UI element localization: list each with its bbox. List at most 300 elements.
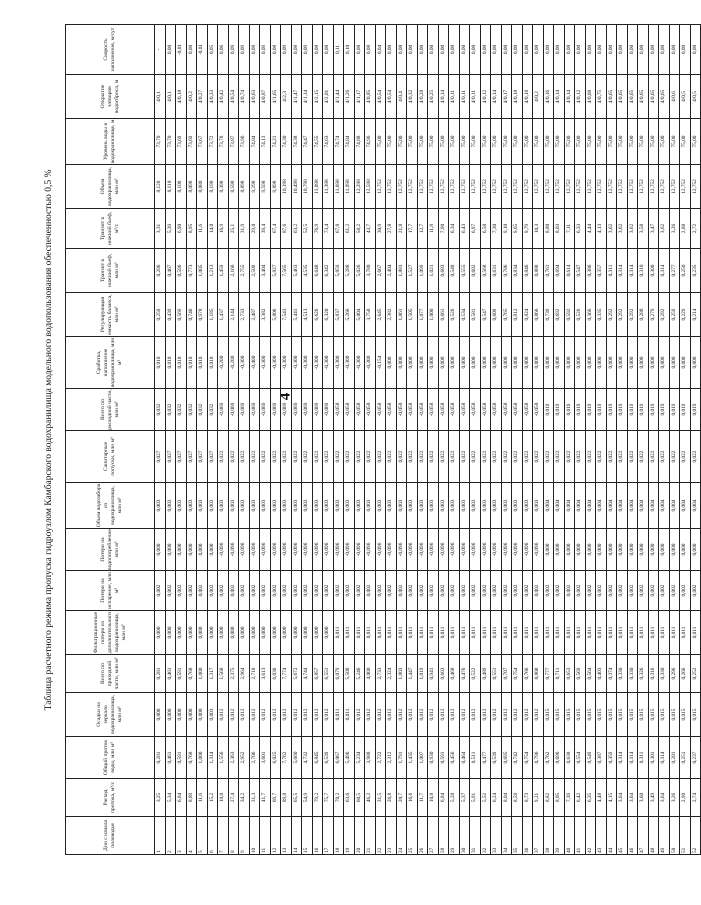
- table-cell: -0,058: [470, 389, 481, 431]
- table-cell: 4/0,2: [533, 75, 544, 119]
- table-cell: 3,780: [365, 249, 376, 293]
- table-cell: 75,00: [627, 119, 638, 165]
- table-cell: 0,011: [386, 611, 397, 655]
- table-cell: 73,96: [239, 119, 250, 165]
- table-body: [155, 25, 701, 855]
- table-cell: 0,011: [669, 611, 680, 655]
- table-cell: 30: [459, 817, 470, 855]
- table-cell: 0,032: [186, 389, 197, 431]
- column-header: Расход притока, м³/с: [66, 779, 155, 817]
- table-cell: 0,00: [596, 25, 607, 75]
- table-cell: 75,00: [417, 119, 428, 165]
- table-cell: 0,002: [207, 571, 218, 611]
- table-row: [165, 25, 176, 855]
- table-cell: 75,00: [522, 119, 533, 165]
- table-cell: 32: [480, 817, 491, 855]
- table-cell: 0,310: [638, 249, 649, 293]
- column-header: Объем водохранилища, млн м³: [66, 165, 155, 209]
- table-cell: 0,762: [543, 737, 554, 779]
- table-cell: 3,26: [669, 779, 680, 817]
- table-cell: 0,292: [606, 293, 617, 337]
- table-cell: -0,096: [333, 529, 344, 571]
- table-cell: -0,096: [354, 529, 365, 571]
- table-cell: -0,058: [375, 389, 386, 431]
- table-row: [491, 25, 502, 855]
- table-row: [648, 25, 659, 855]
- table-cell: 4/0,17: [501, 75, 512, 119]
- table-cell: 12,752: [585, 165, 596, 209]
- table-cell: 5,234: [354, 737, 365, 779]
- table-cell: 0,022: [260, 431, 271, 483]
- table-cell: 0,015: [659, 693, 670, 737]
- table-cell: 73,69: [186, 119, 197, 165]
- table-row: [176, 25, 187, 855]
- table-cell: 0,002: [354, 571, 365, 611]
- table-cell: 4/1,26: [344, 75, 355, 119]
- table-cell: -0,096: [302, 529, 313, 571]
- table-cell: 0,000: [165, 611, 176, 655]
- table-row: [417, 25, 428, 855]
- table-cell: 0,000: [522, 337, 533, 389]
- table-cell: 0,003: [491, 483, 502, 529]
- table-cell: 0,003: [459, 483, 470, 529]
- table-cell: 0,000: [197, 529, 208, 571]
- table-cell: 75,00: [459, 119, 470, 165]
- table-cell: 0,022: [438, 431, 449, 483]
- table-cell: 0,000: [165, 693, 176, 737]
- table-cell: 0,011: [564, 611, 575, 655]
- table-cell: 0,002: [228, 571, 239, 611]
- table-cell: 11: [260, 817, 271, 855]
- table-cell: 4/0,14: [564, 75, 575, 119]
- table-cell: -0,058: [501, 389, 512, 431]
- table-cell: 0,386: [585, 249, 596, 293]
- table-cell: 0,292: [617, 293, 628, 337]
- table-cell: -0,058: [512, 389, 523, 431]
- table-cell: 0,000: [617, 337, 628, 389]
- table-cell: 0,10: [344, 25, 355, 75]
- table-cell: 0,00: [428, 25, 439, 75]
- table-cell: 0,06: [218, 25, 229, 75]
- table-cell: 0,004: [554, 483, 565, 529]
- table-cell: 0,279: [648, 293, 659, 337]
- table-cell: 0,011: [543, 611, 554, 655]
- table-cell: -0,058: [428, 389, 439, 431]
- table-cell: 6,84: [438, 779, 449, 817]
- table-row: [680, 25, 691, 855]
- table-cell: 4/0,14: [491, 75, 502, 119]
- table-cell: 0,467: [165, 249, 176, 293]
- table-cell: 0,011: [680, 611, 691, 655]
- table-cell: 0,00: [417, 25, 428, 75]
- table-cell: 0,08: [249, 25, 260, 75]
- table-cell: 0,09: [302, 25, 313, 75]
- table-cell: 12,752: [449, 165, 460, 209]
- table-cell: 27: [428, 817, 439, 855]
- table-cell: -0,096: [407, 529, 418, 571]
- table-cell: 0,002: [606, 571, 617, 611]
- table-cell: 0,000: [438, 337, 449, 389]
- table-cell: 0,000: [417, 337, 428, 389]
- table-cell: 0,002: [575, 571, 586, 611]
- table-cell: 16,9: [218, 209, 229, 249]
- table-cell: 3,382: [260, 293, 271, 337]
- table-cell: 73,70: [155, 119, 166, 165]
- table-cell: 8,098: [186, 165, 197, 209]
- table-cell: 0,015: [585, 693, 596, 737]
- table-cell: 0,012: [386, 693, 397, 737]
- table-cell: 4,44: [585, 209, 596, 249]
- table-cell: 12,752: [512, 165, 523, 209]
- table-cell: 34: [501, 817, 512, 855]
- table-cell: 0,000: [386, 337, 397, 389]
- table-cell: 0,602: [470, 249, 481, 293]
- table-cell: -0,096: [375, 529, 386, 571]
- table-cell: 41,7: [260, 779, 271, 817]
- table-cell: 0,022: [480, 431, 491, 483]
- table-cell: -0,096: [417, 529, 428, 571]
- table-cell: -0,096: [396, 529, 407, 571]
- table-cell: 0,012: [407, 693, 418, 737]
- table-cell: 0,003: [333, 483, 344, 529]
- table-cell: 0,010: [155, 337, 166, 389]
- table-cell: 75,00: [396, 119, 407, 165]
- table-cell: 0,456: [449, 737, 460, 779]
- table-cell: 0,000: [680, 529, 691, 571]
- table-row: [155, 25, 166, 855]
- table-cell: 39,4: [260, 209, 271, 249]
- table-cell: 0,251: [680, 737, 691, 779]
- table-row: [459, 25, 470, 855]
- table-cell: 73,72: [207, 119, 218, 165]
- table-cell: 0,08: [291, 25, 302, 75]
- column-header: Транзит в нижний бьеф, млн м³: [66, 249, 155, 293]
- table-cell: 4/0,33: [207, 75, 218, 119]
- table-cell: 2,733: [239, 293, 250, 337]
- table-cell: 0,000: [575, 529, 586, 571]
- table-cell: 4/0,18: [176, 75, 187, 119]
- table-cell: 0,012: [491, 693, 502, 737]
- table-cell: 0,000: [470, 337, 481, 389]
- table-cell: 52,5: [302, 209, 313, 249]
- table-cell: 0,00: [459, 25, 470, 75]
- table-cell: 5,806: [270, 293, 281, 337]
- table-cell: 0,08: [270, 25, 281, 75]
- table-cell: 0,000: [554, 529, 565, 571]
- table-cell: 0,011: [585, 611, 596, 655]
- table-cell: 1,791: [396, 737, 407, 779]
- table-cell: 4/0,18: [522, 75, 533, 119]
- table-cell: 0,00: [680, 25, 691, 75]
- table-cell: 0,012: [239, 693, 250, 737]
- table-cell: 0,003: [522, 483, 533, 529]
- table-cell: 6,320: [323, 293, 334, 337]
- table-cell: 12,752: [396, 165, 407, 209]
- table-cell: 0,032: [197, 389, 208, 431]
- table-cell: 0,027: [176, 431, 187, 483]
- table-row: [638, 25, 649, 855]
- table-cell: 0,000: [638, 529, 649, 571]
- table-cell: 0,003: [354, 483, 365, 529]
- table-cell: 0,004: [690, 483, 701, 529]
- table-cell: 0,551: [491, 655, 502, 693]
- table-cell: -0,096: [228, 529, 239, 571]
- table-cell: -0,058: [491, 389, 502, 431]
- table-cell: 12,752: [438, 165, 449, 209]
- table-cell: 74,30: [281, 119, 292, 165]
- table-cell: 0,00: [617, 25, 628, 75]
- table-cell: 0,002: [554, 571, 565, 611]
- table-cell: 12,752: [669, 165, 680, 209]
- table-row: [512, 25, 523, 855]
- table-cell: 0,002: [197, 571, 208, 611]
- column-header: Потери на водопотребление, млн м³: [66, 529, 155, 571]
- table-cell: 0,011: [449, 611, 460, 655]
- table-cell: -0,096: [491, 529, 502, 571]
- table-cell: 10,498: [291, 165, 302, 209]
- table-cell: 4/0,85: [365, 75, 376, 119]
- table-cell: 0,012: [449, 693, 460, 737]
- table-cell: 0,773: [186, 249, 197, 293]
- table-cell: 0,002: [386, 571, 397, 611]
- table-cell: 0,00: [575, 25, 586, 75]
- table-cell: -0,300: [260, 337, 271, 389]
- table-cell: 0,229: [680, 293, 691, 337]
- table-cell: 0,000: [669, 337, 680, 389]
- table-cell: 0,003: [386, 483, 397, 529]
- table-cell: 0,003: [176, 483, 187, 529]
- table-cell: 0,004: [659, 483, 670, 529]
- table-cell: 0,366: [585, 293, 596, 337]
- table-cell: 0,022: [354, 431, 365, 483]
- table-cell: 5,246: [354, 655, 365, 693]
- table-cell: 0,661: [438, 293, 449, 337]
- table-cell: 73,67: [197, 119, 208, 165]
- table-cell: 0,011: [438, 611, 449, 655]
- table-cell: 8,03: [554, 209, 565, 249]
- table-cell: 9,79: [522, 209, 533, 249]
- table-cell: 0,022: [659, 431, 670, 483]
- table-cell: 5,672: [291, 655, 302, 693]
- table-cell: 0,003: [207, 693, 218, 737]
- table-cell: 0,000: [491, 337, 502, 389]
- table-cell: -0,058: [354, 389, 365, 431]
- table-cell: -0,058: [344, 389, 355, 431]
- table-cell: 8,398: [218, 165, 229, 209]
- table-cell: 12,752: [564, 165, 575, 209]
- table-cell: 19: [344, 817, 355, 855]
- table-cell: 0,003: [228, 483, 239, 529]
- table-cell: 0,011: [554, 611, 565, 655]
- table-cell: 0,019: [554, 389, 565, 431]
- table-cell: 0,292: [659, 293, 670, 337]
- table-cell: 0,022: [407, 431, 418, 483]
- table-cell: -0,069: [302, 389, 313, 431]
- table-cell: 0,002: [302, 571, 313, 611]
- table-cell: -: [155, 25, 166, 75]
- table-cell: 0,000: [564, 529, 575, 571]
- table-cell: 12,752: [543, 165, 554, 209]
- column-header: Транзит в нижний бьеф, м³/с: [66, 209, 155, 249]
- table-cell: 6,539: [323, 737, 334, 779]
- table-cell: -0,069: [249, 389, 260, 431]
- table-row: [627, 25, 638, 855]
- table-cell: 0,015: [543, 693, 554, 737]
- table-cell: 2,667: [375, 249, 386, 293]
- table-cell: 0,000: [396, 337, 407, 389]
- table-cell: 0,000: [176, 529, 187, 571]
- table-cell: 0,000: [648, 529, 659, 571]
- table-row: [333, 25, 344, 855]
- table-cell: 4/0,54: [386, 75, 397, 119]
- table-cell: -0,096: [270, 529, 281, 571]
- table-cell: 6,857: [312, 655, 323, 693]
- table-cell: 0,022: [375, 431, 386, 483]
- table-cell: 0,301: [648, 737, 659, 779]
- table-row: [659, 25, 670, 855]
- table-cell: 0,003: [281, 483, 292, 529]
- table-cell: 11,998: [344, 165, 355, 209]
- table-cell: 0,547: [575, 249, 586, 293]
- table-cell: 0,000: [239, 611, 250, 655]
- table-cell: 11,8: [428, 209, 439, 249]
- table-cell: 0,00: [512, 25, 523, 75]
- table-cell: 0,000: [617, 529, 628, 571]
- table-cell: 0,022: [344, 431, 355, 483]
- table-cell: -0,096: [239, 529, 250, 571]
- table-cell: 0,000: [323, 611, 334, 655]
- table-row: [407, 25, 418, 855]
- table-cell: 75,00: [470, 119, 481, 165]
- table-cell: 17: [323, 817, 334, 855]
- table-cell: 0,547: [480, 293, 491, 337]
- table-cell: -0,300: [302, 337, 313, 389]
- table-cell: 0,476: [459, 655, 470, 693]
- table-cell: 21,8: [396, 209, 407, 249]
- table-cell: -0,069: [323, 389, 334, 431]
- table-cell: 16: [312, 817, 323, 855]
- table-cell: 6,43: [459, 209, 470, 249]
- table-cell: 5,508: [344, 655, 355, 693]
- table-cell: 1: [155, 817, 166, 855]
- table-cell: 12,752: [522, 165, 533, 209]
- table-cell: -0,400: [249, 337, 260, 389]
- table-cell: 0,022: [218, 431, 229, 483]
- table-cell: 0,003: [470, 483, 481, 529]
- table-cell: 0,002: [470, 571, 481, 611]
- table-cell: 5,28: [449, 779, 460, 817]
- table-cell: -0,01: [176, 25, 187, 75]
- table-cell: 0,004: [596, 483, 607, 529]
- table-cell: 6,42: [575, 779, 586, 817]
- table-cell: 6,648: [312, 249, 323, 293]
- table-cell: 1,000: [428, 293, 439, 337]
- table-cell: 2,722: [375, 737, 386, 779]
- table-cell: 0,019: [638, 389, 649, 431]
- table-cell: 0,808: [533, 655, 544, 693]
- table-cell: 0,011: [344, 693, 355, 737]
- table-cell: 4/1,44: [333, 75, 344, 119]
- table-cell: 9,10: [501, 209, 512, 249]
- table-cell: 0,000: [627, 529, 638, 571]
- table-cell: 0,237: [690, 737, 701, 779]
- table-cell: 75,00: [564, 119, 575, 165]
- table-cell: 0,022: [575, 431, 586, 483]
- table-cell: 0,015: [554, 693, 565, 737]
- table-cell: 0,359: [606, 737, 617, 779]
- table-cell: 0,015: [648, 693, 659, 737]
- table-cell: 0,978: [197, 293, 208, 337]
- table-cell: 0,603: [438, 655, 449, 693]
- table-cell: 0,011: [659, 611, 670, 655]
- table-cell: 0,002: [375, 571, 386, 611]
- table-cell: 7: [218, 817, 229, 855]
- table-cell: 1,213: [207, 249, 218, 293]
- table-cell: 6,079: [333, 655, 344, 693]
- table-cell: 31: [470, 817, 481, 855]
- table-cell: 3,25: [155, 779, 166, 817]
- table-cell: 0,000: [302, 611, 313, 655]
- table-cell: 0,330: [659, 655, 670, 693]
- table-cell: 4,15: [606, 779, 617, 817]
- table-cell: 0,027: [197, 431, 208, 483]
- table-cell: 5,660: [291, 737, 302, 779]
- table-cell: 0,04: [375, 25, 386, 75]
- table-cell: 2,382: [386, 293, 397, 337]
- table-cell: 0,812: [512, 293, 523, 337]
- table-row: [323, 25, 334, 855]
- table-cell: -0,096: [512, 529, 523, 571]
- table-cell: 75,00: [438, 119, 449, 165]
- table-cell: 0,281: [155, 655, 166, 693]
- table-cell: 4,535: [302, 249, 313, 293]
- table-row: [449, 25, 460, 855]
- table-cell: 0,314: [627, 737, 638, 779]
- table-cell: 73,4: [323, 209, 334, 249]
- table-cell: 0,000: [554, 337, 565, 389]
- table-cell: 1,505: [407, 293, 418, 337]
- table-cell: 31,3: [249, 779, 260, 817]
- table-cell: 4: [186, 817, 197, 855]
- table-cell: 8,128: [155, 165, 166, 209]
- table-cell: -0,096: [218, 529, 229, 571]
- table-cell: 0,002: [638, 571, 649, 611]
- table-cell: 1,437: [218, 293, 229, 337]
- table-cell: 0,019: [669, 389, 680, 431]
- table-cell: 50: [669, 817, 680, 855]
- table-cell: 0,022: [459, 431, 470, 483]
- table-cell: 0,468: [449, 655, 460, 693]
- table-cell: 0,022: [501, 431, 512, 483]
- table-cell: -0,096: [291, 529, 302, 571]
- table-cell: 5,837: [333, 293, 344, 337]
- table-cell: 8,198: [207, 165, 218, 209]
- table-cell: 15: [302, 817, 313, 855]
- table-cell: 0,012: [428, 693, 439, 737]
- table-row: [428, 25, 439, 855]
- table-cell: 0,003: [323, 483, 334, 529]
- table-cell: 0,003: [260, 483, 271, 529]
- table-cell: 0,022: [228, 431, 239, 483]
- table-cell: 0,00: [501, 25, 512, 75]
- table-cell: 4/0,75: [596, 75, 607, 119]
- table-cell: -0,096: [428, 529, 439, 571]
- table-cell: 0,022: [491, 431, 502, 483]
- table-cell: 0,09: [239, 25, 250, 75]
- table-cell: 3,64: [659, 779, 670, 817]
- table-cell: 0,554: [575, 737, 586, 779]
- table-cell: 0,015: [638, 693, 649, 737]
